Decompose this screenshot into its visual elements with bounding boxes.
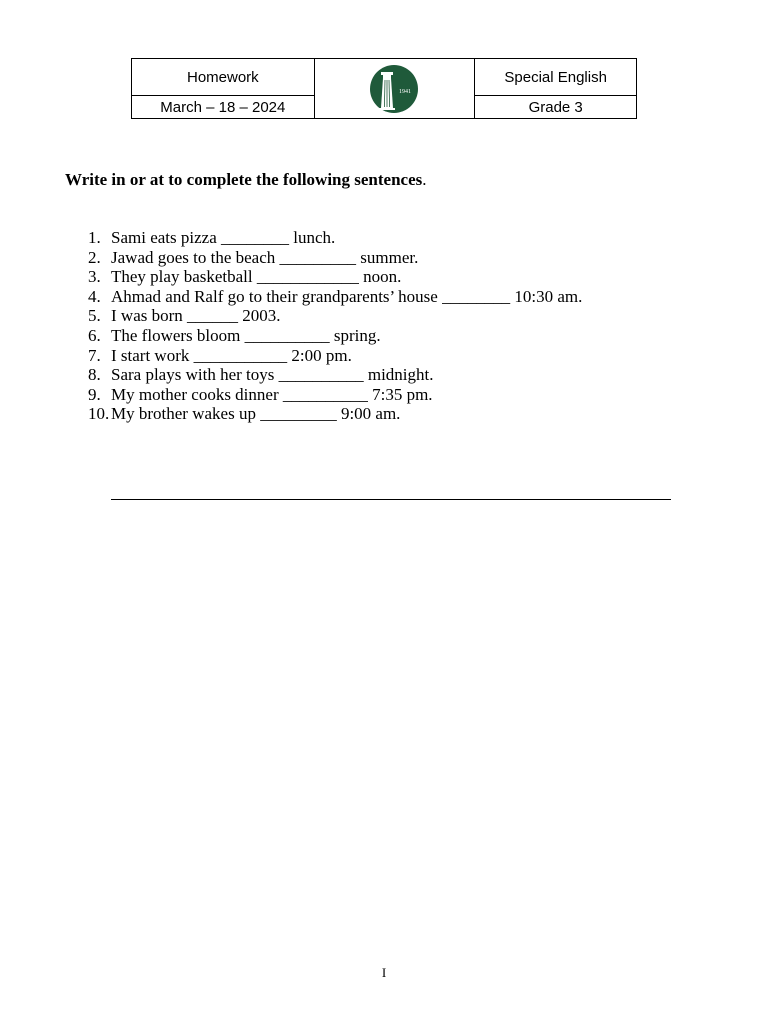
list-item [88,346,582,366]
list-item [88,326,582,346]
list-item [88,404,582,424]
item-text: I was born ______ 2003. [111,306,281,326]
homework-date: March – 18 – 2024 [132,96,315,119]
item-number: 10. [88,404,110,424]
instruction-period: . [422,170,427,189]
item-number: 7. [88,345,101,365]
list-item [88,306,582,326]
item-number: 1. [88,228,101,247]
item-number: 5. [88,306,101,326]
list-item [88,248,582,268]
item-text: The flowers bloom __________ spring. [111,325,381,345]
item-text: Ahmad and Ralf go to their grandparents’ house ________ 10:30 am. [111,286,583,306]
item-number: 8. [88,365,101,385]
sentence-list [88,228,582,424]
item-text: Sara plays with her toys __________ midnight. [111,365,434,385]
item-text: They play basketball ____________ noon. [111,267,402,287]
answer-line [111,499,671,500]
item-text: My brother wakes up _________ 9:00 am. [111,404,401,424]
page-marker: I [381,965,387,980]
subject-label: Special English [475,59,637,96]
list-item [88,365,582,385]
item-number: 4. [88,286,101,306]
grade-label: Grade 3 [475,96,637,119]
instruction-text [65,170,427,190]
school-logo-cell [314,59,475,119]
item-text: Sami eats pizza ________ lunch. [111,228,336,247]
item-number: 9. [88,384,101,404]
instruction-bold: Write in or at to complete the following sentences [65,170,423,189]
item-number: 3. [88,267,101,287]
list-item [88,385,582,405]
logo-year: 1941 [399,88,412,95]
homework-title: Homework [132,59,315,96]
item-number: 6. [88,325,101,345]
header-table [131,58,637,119]
item-text: My mother cooks dinner __________ 7:35 pm. [111,384,433,404]
lighthouse-icon [368,64,420,114]
list-item [88,267,582,287]
list-item [88,287,582,307]
item-text: I start work ___________ 2:00 pm. [111,345,352,365]
item-text: Jawad goes to the beach _________ summer. [111,247,419,267]
item-number: 2. [88,247,101,267]
list-item [88,228,582,248]
